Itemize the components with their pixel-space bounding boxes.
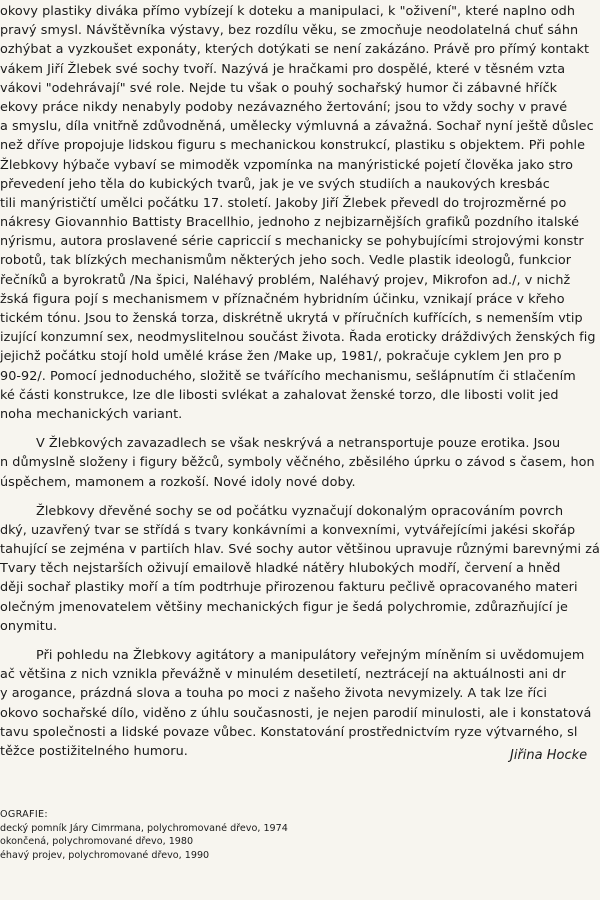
text-line: noha mechanických variant. (0, 406, 183, 422)
text-line: ač většina z nich vznikla převážně v minulém desetiletí, neztrácejí na aktuálnosti ani dr (0, 667, 566, 683)
text-line: ké části konstrukce, lze dle libosti svlékat a zahalovat ženské torzo, dle libosti volit jed (0, 387, 559, 403)
text-line: ozhýbat a vyzkoušet exponáty, kterých dotýkati se není zakázáno. Právě pro přímý kontakt (0, 42, 590, 58)
text-line: y arogance, prázdná slova a touha po moci z našeho života nevymizely. A tak lze říci (0, 686, 547, 702)
text-line: okovy plastiky diváka přímo vybízejí k doteku a manipulaci, k "oživení", které naplno odh (0, 4, 575, 19)
text-line: onymitu. (0, 618, 58, 634)
photo-captions-heading: OGRAFIE: (0, 809, 48, 820)
paragraph-gap (0, 492, 600, 502)
text-line: Žlebkovy hýbače vybaví se mimoděk vzpomínka na manýristické pojetí člověka jako stro (0, 157, 574, 173)
text-line: úspěchem, mamonem a rozkoší. Nové idoly nové doby. (0, 474, 356, 490)
text-line: olečným jmenovatelem většiny mechanických figur je šedá polychromie, zdůrazňující je (0, 599, 568, 615)
text-line: těžce postižitelného humoru. (0, 743, 188, 759)
text-line: Tvary těch nejstarších oživují emailově hladké nátěry hlubokých modří, červení a hněd (0, 561, 561, 577)
text-line: Žlebkovy dřevěné sochy se od počátku vyznačují dokonalým opracováním povrch (36, 503, 564, 519)
text-line: vákem Jiří Žlebek své sochy tvoří. Nazývá je hračkami pro dospělé, které v těsném vzta (0, 61, 566, 77)
text-line: a smyslu, díla vnitřně zdůvodněná, umělecky výmluvná a závažná. Sochař nyní ještě důslec (0, 119, 594, 135)
text-line: tahující se zejména v partiích hlav. Své sochy autor většinou upravuje různými barevnými zá (0, 542, 600, 558)
text-line: nákresy Giovannhio Battisty Bracellhio, jednoho z nejbizarnějších grafiků pozdního italské (0, 215, 580, 231)
text-line: ekovy práce nikdy nenabyly podoby nezávazného žertování; jsou to vždy sochy v pravé (0, 99, 568, 115)
text-line: nýrismu, autora proslavené série capriccií s mechanicky se pohybujícími strojovými konstr (0, 234, 584, 250)
article-body (0, 2, 600, 761)
text-line: pravý smysl. Návštěvníka výstavy, bez rozdílu věku, se zmocňuje neodolatelná chuť sáhn (0, 23, 579, 39)
text-line: tili manýrističtí umělci počátku 17. století. Jakoby Jiří Žlebek převedl do trojrozměrné po (0, 195, 567, 211)
text-line: V Žlebkových zavazadlech se však neskrývá a netransportuje pouze erotika. Jsou (36, 436, 561, 452)
text-line: tavu společnosti a lidské povaze vůbec. Konstatování prostřednictvím ryze výtvarného, sl (0, 724, 578, 740)
text-line: dký, uzavřený tvar se střídá s tvary konkávními a konvexními, vytvářejícími jakési skořáp (0, 522, 576, 538)
text-line: okovo sochařské dílo, viděno z úhlu současnosti, je nejen parodií minulosti, ale i konstatová (0, 705, 592, 721)
photo-captions (0, 808, 288, 862)
text-line: jejichž počátku stojí hold umělé kráse žen /Make up, 1981/, pokračuje cyklem Jen pro p (0, 349, 562, 365)
text-line: Při pohledu na Žlebkovy agitátory a manipulátory veřejným míněním si uvědomujem (36, 648, 585, 663)
text-line: převedení jeho těla do kubických tvarů, jak je ve svých studiích a naukových kresbác (0, 176, 550, 192)
paragraph-gap (0, 636, 600, 646)
text-line: vákovi "odehrávají" své role. Nejde tu však o pouhý sochařský humor či zábavné hříčk (0, 80, 558, 96)
author-signature: Jiřina Hocke (510, 748, 588, 763)
text-line: ději sochař plastiky moří a tím podtrhuje přirozenou fakturu pečlivě opracovaného materi (0, 580, 578, 596)
text-line: izující konzumní sex, neodmyslitelnou součást života. Řada eroticky dráždivých ženských fig (0, 330, 596, 346)
text-line: řečníků a byrokratů /Na špici, Naléhavý problém, Naléhavý projev, Mikrofon ad./, v nichž (0, 272, 571, 288)
photo-caption: éhavý projev, polychromované dřevo, 1990 (0, 849, 210, 861)
text-line: robotů, tak blízkých mechanismům některých jeho soch. Vedle plastik ideologů, funkcior (0, 253, 572, 269)
paragraph-gap (0, 424, 600, 434)
text-line: 90-92/. Pomocí jednoduchého, složitě se tvářícího mechanismu, sešlápnutím či stlačením (0, 368, 576, 384)
text-line: než dříve propojuje lidskou figuru s mechanickou konstrukcí, plastiku s objektem. Při pohle (0, 138, 586, 154)
text-line: n důmyslně složeny i figury běžců, symboly věčného, zběsilého úprku o závod s časem, hon (0, 455, 595, 471)
photo-caption: okončená, polychromované dřevo, 1980 (0, 836, 194, 847)
text-line: žská figura pojí s mechanismem v příznačném hybridním účinku, vznikají práce v křeho (0, 291, 565, 307)
photo-caption: decký pomník Járy Cimrmana, polychromované dřevo, 1974 (0, 822, 288, 834)
text-line: tickém tónu. Jsou to ženská torza, diskrétně ukrytá v příručních kufřících, s nemenším vtip (0, 311, 583, 326)
